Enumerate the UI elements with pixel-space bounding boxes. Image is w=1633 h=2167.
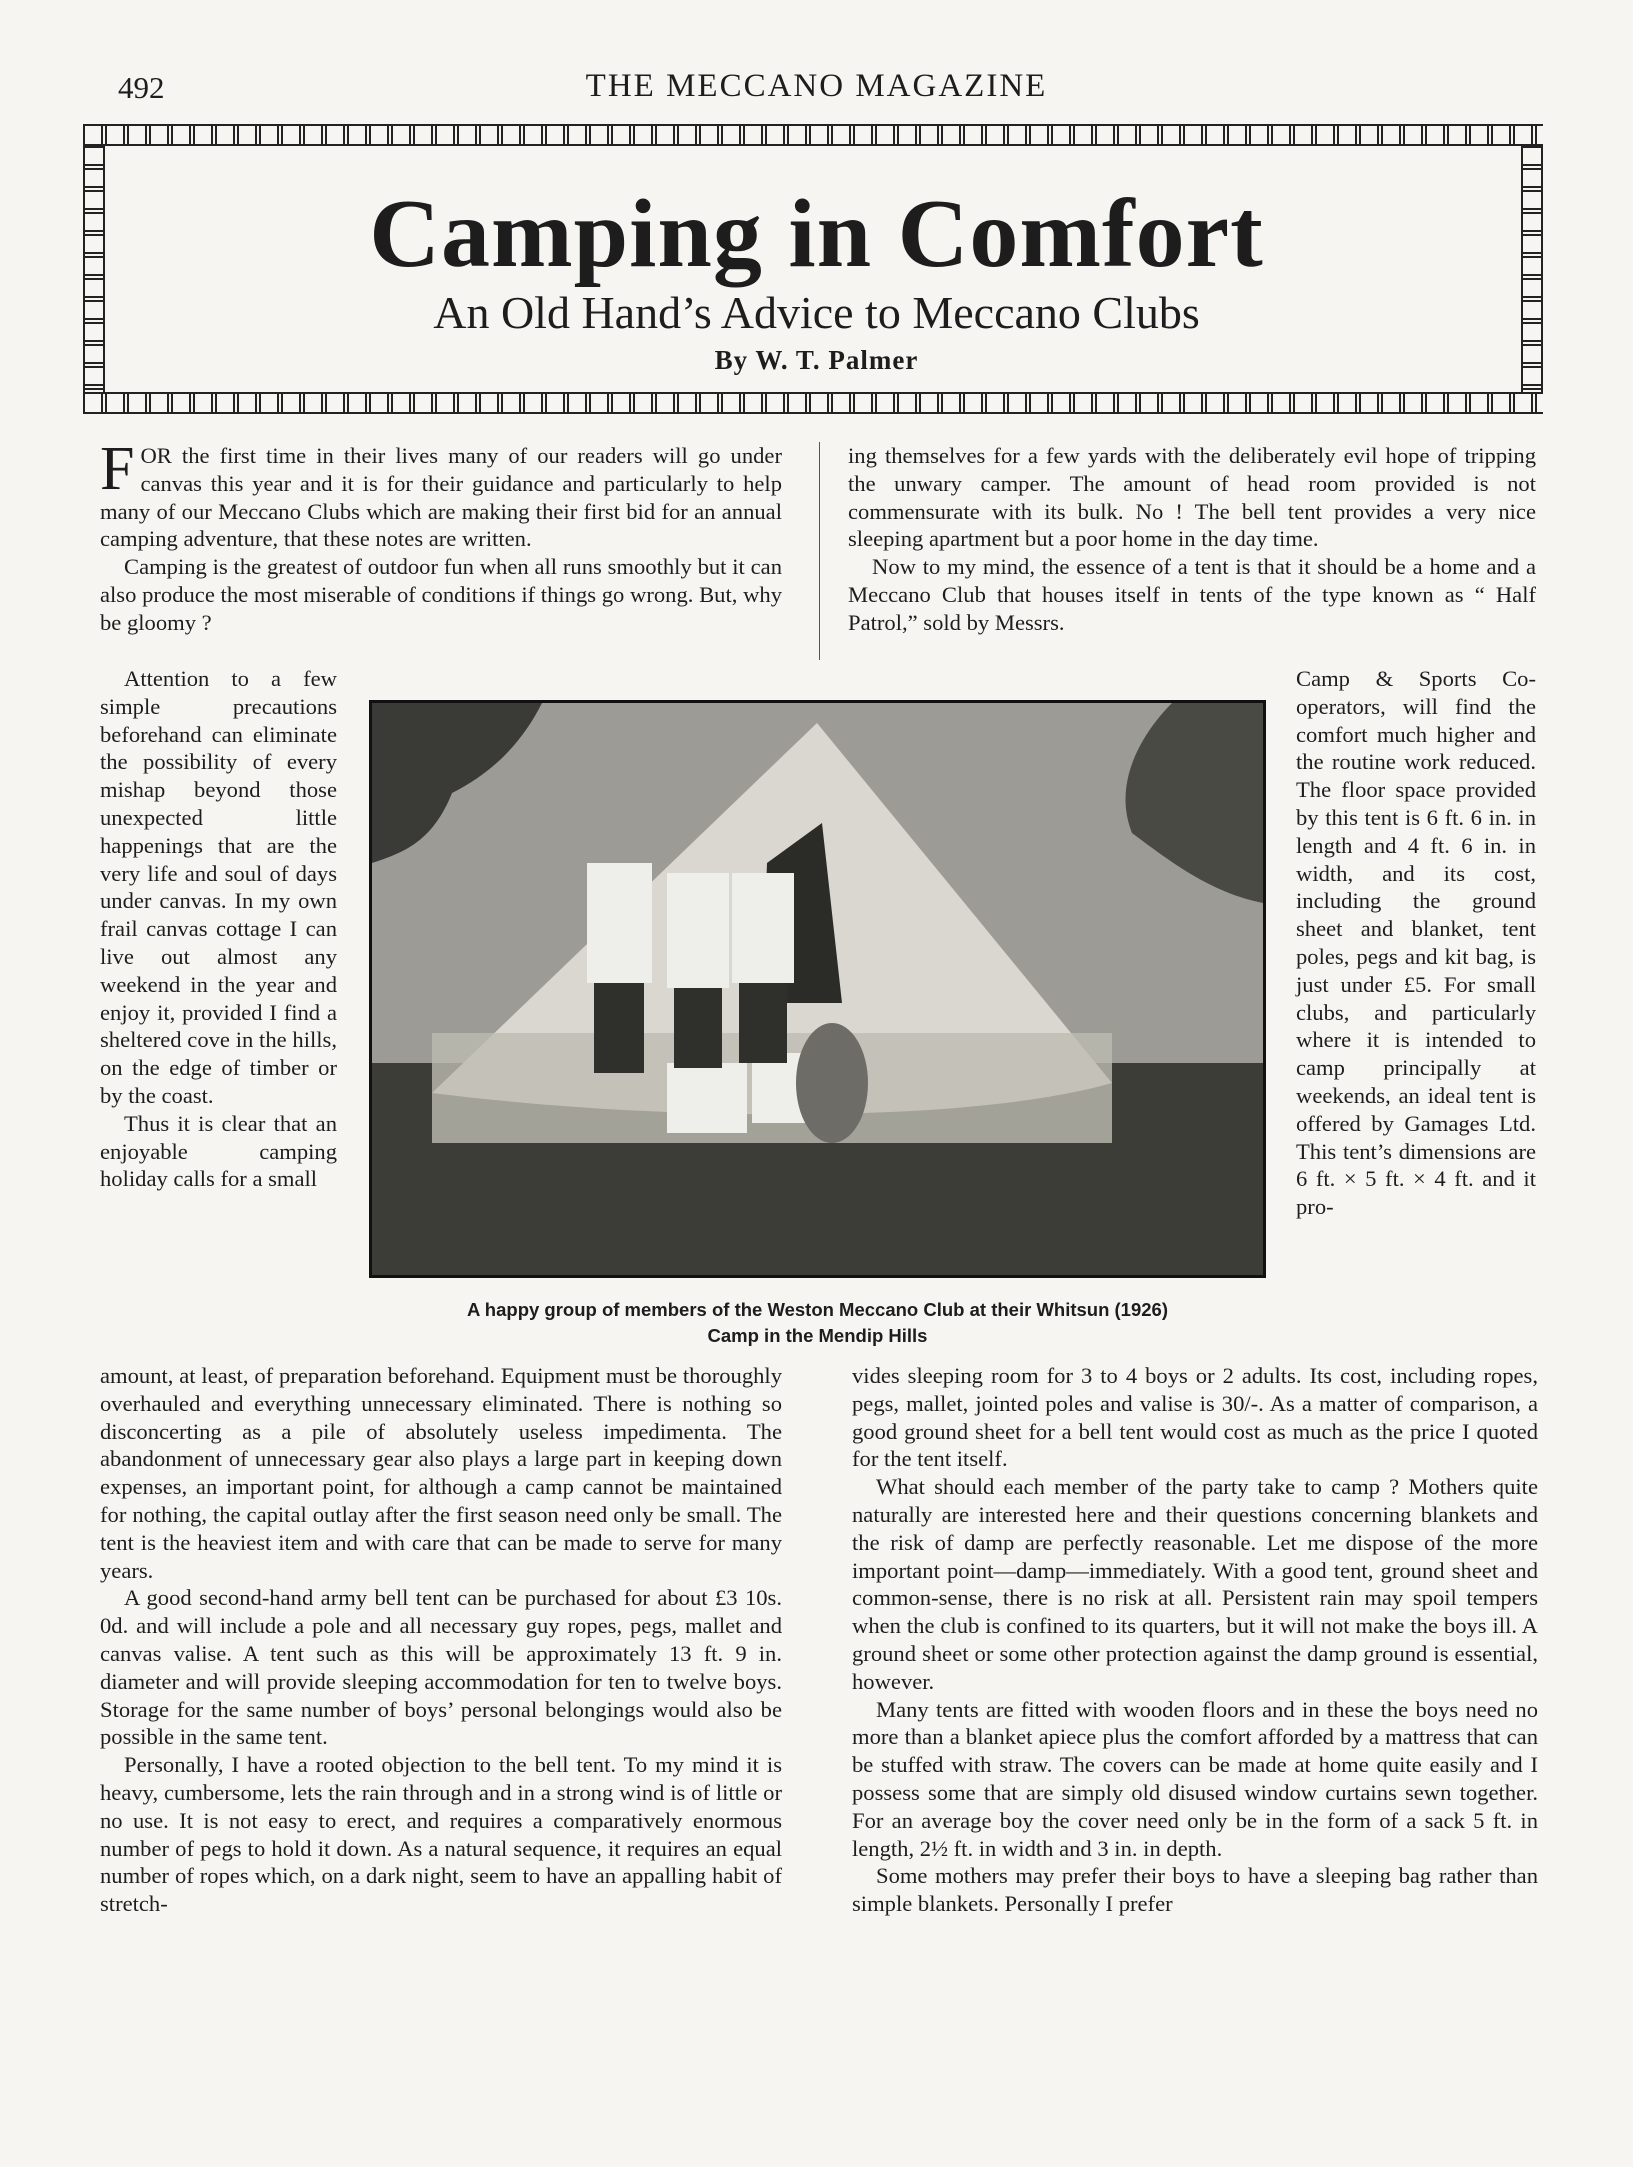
frame-border-top xyxy=(83,124,1543,146)
article-byline: By W. T. Palmer xyxy=(714,345,919,375)
paragraph: Thus it is clear that an enjoyable camping holiday calls for a small xyxy=(100,1110,337,1192)
camp-photograph xyxy=(369,700,1266,1278)
article-title: Camping in Comfort xyxy=(369,180,1264,288)
column-rule xyxy=(819,442,820,660)
page-number: 492 xyxy=(118,70,165,105)
paragraph: Attention to a few simple precautions beforehand can eliminate the possibility of every mishap beyond those unexpected little happenings that are the very life and soul of days under canvas. In my own frail canvas cottage I can live out almost any weekend in the year and enjoy it, provided I find a sheltered cove in the hills, on the edge of timber or by the coast. xyxy=(100,666,337,1108)
article-subtitle: An Old Hand’s Advice to Meccano Clubs xyxy=(433,287,1200,338)
caption-line-1: A happy group of members of the Weston Meccano Club at their Whitsun (1926) xyxy=(466,1299,1168,1320)
dog xyxy=(796,1023,868,1143)
magazine-title: THE MECCANO MAGAZINE xyxy=(585,68,1048,104)
right-column-narrow xyxy=(1296,665,1536,1221)
left-column-narrow xyxy=(100,665,337,1193)
camp-photo-illustration xyxy=(372,703,1263,1275)
paragraph: ing themselves for a few yards with the deliberately evil hope of tripping the unwary camper. The amount of head room provided is not commensurate with its bulk. No ! The bell tent provides a very nice sleeping apartment but a poor home in the day time. xyxy=(848,443,1536,552)
paragraph: amount, at least, of preparation beforehand. Equipment must be thoroughly overhauled and everything unnecessary eliminated. There is nothing so disconcerting as a pile of absolutely useless impedimenta. The abandonment of unnecessary gear also plays a large part in keeping down expenses, an important point, for although a camp cannot be maintained for nothing, the capital outlay after the first season need only be small. The tent is the heaviest item and with care that can be made to serve for many years. xyxy=(100,1363,782,1583)
photo-caption xyxy=(369,1297,1266,1349)
frame-border-bottom xyxy=(83,392,1543,414)
paragraph: vides sleeping room for 3 to 4 boys or 2 adults. Its cost, including ropes, pegs, mallet, jointed poles and valise is 30/-. As a matter of comparison, a good ground sheet for a bell tent would cost as much as the price I quoted for the tent itself. xyxy=(852,1363,1538,1472)
camper xyxy=(667,873,729,988)
paragraph: Many tents are fitted with wooden floors and in these the boys need no more than a blanket apiece plus the comfort afforded by a mattress that can be stuffed with straw. The covers can be made at home quite easily and I possess some that are simply old disused window curtains sewn together. For an average boy the cover need only be in the form of a sack 5 ft. in length, 2½ ft. in width and 3 in. in depth. xyxy=(852,1696,1538,1861)
paragraph: A good second-hand army bell tent can be purchased for about £3 10s. 0d. and will include a pole and all necessary guy ropes, pegs, mallet and canvas valise. A tent such as this will be approximately 13 ft. 9 in. diameter and will provide sleeping accommodation for ten to twelve boys. Storage for the same number of boys’ personal belongings would also be possible in the same tent. xyxy=(100,1585,782,1750)
paragraph: Camp & Sports Co-operators, will find the comfort much higher and the routine work reduced. The floor space provided by this tent is 6 ft. 6 in. in length and 4 ft. 6 in. in width, and its cost, including the ground sheet and blanket, tent poles, pegs and kit bag, is just under £5. For small clubs, and particularly where it is intended to camp principally at weekends, an ideal tent is offered by Gamages Ltd. This tent’s dimensions are 6 ft. × 5 ft. × 4 ft. and it pro- xyxy=(1296,666,1536,1220)
camper-seated xyxy=(667,1063,747,1133)
drop-cap: F xyxy=(100,435,135,503)
left-column-bottom xyxy=(100,1362,782,1918)
paragraph: What should each member of the party take to camp ? Mothers quite naturally are interested here and their questions concerning blankets and the risk of damp are perfectly reasonable. Let me dispose of the more important point—damp—immediately. With a good tent, ground sheet and common-sense, there is no risk at all. Persistent rain may spoil tempers when the club is confined to its quarters, but it will not make the boys ill. A ground sheet or some other protection against the damp ground is essential, however. xyxy=(852,1474,1538,1694)
intro-paragraph xyxy=(100,435,782,553)
camper-legs xyxy=(674,988,722,1068)
running-head xyxy=(0,66,1633,110)
right-column-bottom xyxy=(852,1362,1538,1918)
right-column-top xyxy=(848,442,1536,637)
paragraph: Camping is the greatest of outdoor fun when all runs smoothly but it can also produce the most miserable of conditions if things go wrong. But, why be gloomy ? xyxy=(100,554,782,635)
paragraph: Now to my mind, the essence of a tent is that it should be a home and a Meccano Club that houses itself in tents of the type known as “ Half Patrol,” sold by Messrs. xyxy=(848,554,1536,635)
camper-legs xyxy=(739,983,787,1063)
left-column-top xyxy=(100,435,782,637)
intro-text: OR the first time in their lives many of our readers will go under canvas this year and it is for their guidance and particularly to help many of our Meccano Clubs which are making their first bid for an annual camping adventure, that these notes are written. xyxy=(100,443,782,552)
camper xyxy=(587,863,652,983)
caption-line-2: Camp in the Mendip Hills xyxy=(707,1325,928,1346)
campers-legs xyxy=(594,983,787,1073)
camper xyxy=(732,873,794,983)
paragraph: Personally, I have a rooted objection to the bell tent. To my mind it is heavy, cumbersome, lets the rain through and in a strong wind is of little or no use. It is not easy to erect, and requires a comparatively enormous number of pegs to hold it down. As a natural sequence, it requires an equal number of ropes which, on a dark night, seem to have an appalling habit of stretch- xyxy=(100,1752,782,1917)
camper-legs xyxy=(594,983,644,1073)
paragraph: Some mothers may prefer their boys to have a sleeping bag rather than simple blankets. Personally I prefer xyxy=(852,1863,1538,1917)
